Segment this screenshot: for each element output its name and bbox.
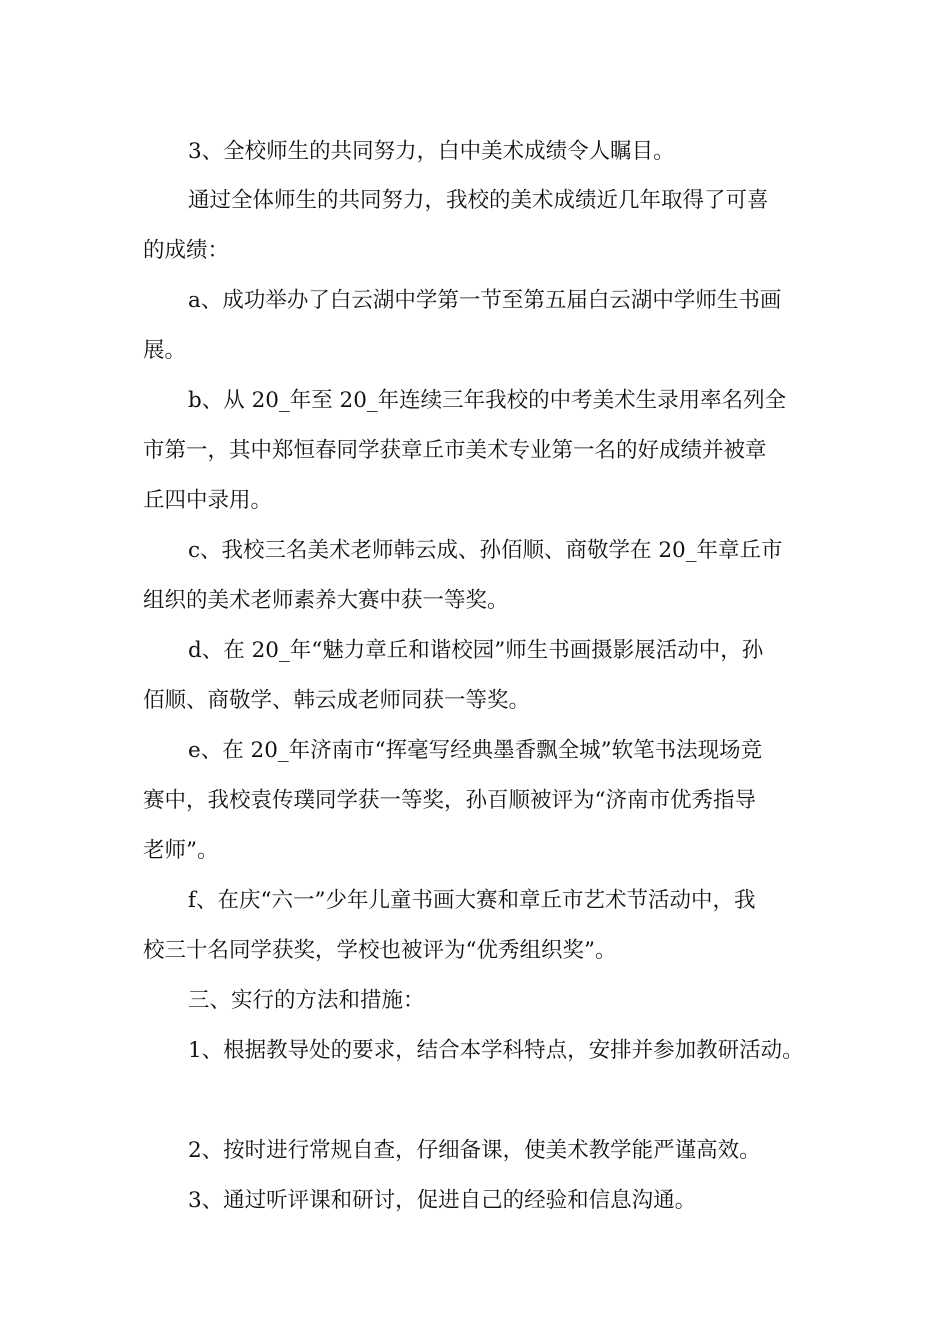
item-a-line-2: 展。 <box>143 338 187 363</box>
measure-1: 1、根据教导处的要求，结合本学科特点，安排并参加教研活动。 <box>188 1038 804 1063</box>
item-a-line-1: a、成功举办了白云湖中学第一节至第五届白云湖中学师生书画 <box>188 288 782 313</box>
item-c-line-2: 组织的美术老师素养大赛中获一等奖。 <box>143 588 509 613</box>
paragraph-intro-line-2: 的成绩： <box>143 238 230 263</box>
measure-2: 2、按时进行常规自查，仔细备课，使美术教学能严谨高效。 <box>188 1138 761 1163</box>
paragraph-intro-line-1: 通过全体师生的共同努力，我校的美术成绩近几年取得了可喜 <box>188 188 769 213</box>
item-f-line-1: f、在庆“六一”少年儿童书画大赛和章丘市艺术节活动中，我 <box>188 888 756 913</box>
item-f-line-2: 校三十名同学获奖，学校也被评为“优秀组织奖”。 <box>143 938 617 963</box>
item-c-line-1: c、我校三名美术老师韩云成、孙佰顺、商敬学在 20_年章丘市 <box>188 538 783 563</box>
item-e-line-1: e、在 20_年济南市“挥毫写经典墨香飘全城”软笔书法现场竞 <box>188 738 763 763</box>
item-d-line-2: 佰顺、商敬学、韩云成老师同获一等奖。 <box>143 688 531 713</box>
item-b-line-1: b、从 20_年至 20_年连续三年我校的中考美术生录用率名列全 <box>188 388 787 413</box>
item-b-line-3: 丘四中录用。 <box>143 488 273 513</box>
item-b-line-2: 市第一，其中郑恒春同学获章丘市美术专业第一名的好成绩并被章 <box>143 438 767 463</box>
measure-3: 3、通过听评课和研讨，促进自己的经验和信息沟通。 <box>188 1188 697 1213</box>
section-3-heading: 三、实行的方法和措施： <box>188 988 425 1013</box>
item-e-line-2: 赛中，我校袁传璞同学获一等奖，孙百顺被评为“济南市优秀指导 <box>143 788 756 813</box>
item-e-line-3: 老师”。 <box>143 838 219 863</box>
heading-3-school-effort: 3、全校师生的共同努力，白中美术成绩令人瞩目。 <box>188 139 675 164</box>
item-d-line-1: d、在 20_年“魅力章丘和谐校园”师生书画摄影展活动中，孙 <box>188 638 764 663</box>
